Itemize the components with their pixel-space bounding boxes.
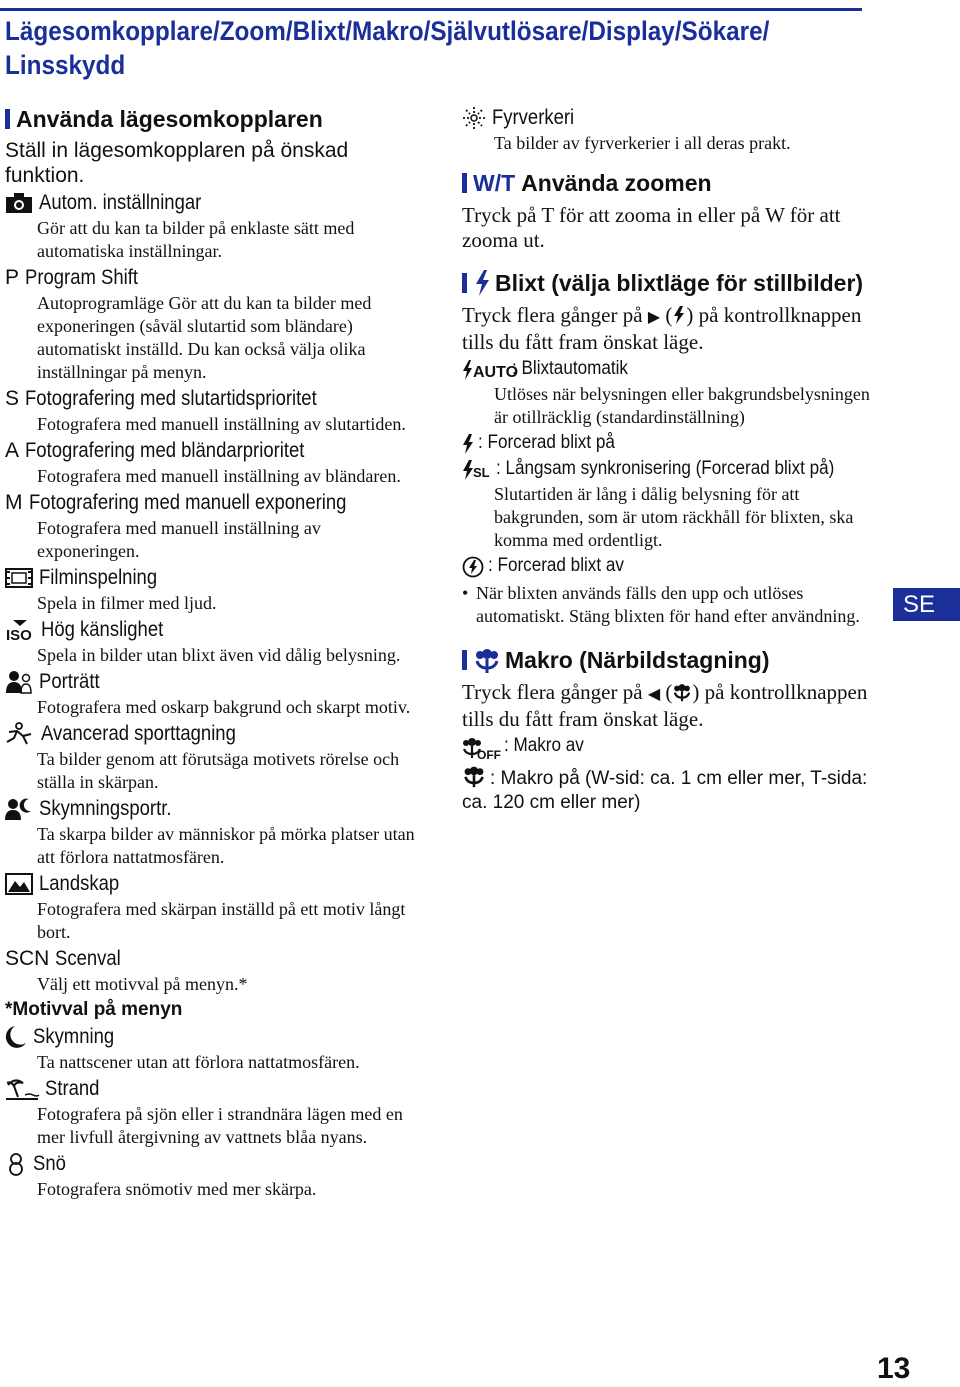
mode-desc: Ta bilder genom att förutsäga motivets rörelse och ställa in skärpan. bbox=[37, 749, 400, 792]
mode-title: Fotografering med manuell exponering bbox=[28, 491, 346, 514]
mode-desc: Välj ett motivval på menyn.* bbox=[37, 974, 248, 994]
mode-desc: Spela in filmer med ljud. bbox=[37, 593, 217, 613]
section-heading-text: Använda zoomen bbox=[521, 170, 712, 196]
heading-bar bbox=[462, 650, 467, 670]
shutter-priority-icon: S bbox=[5, 387, 20, 410]
scene-subheading: *Motivval på menyn bbox=[5, 999, 183, 1020]
mode-title: Avancerad sporttagning bbox=[41, 722, 236, 745]
manual-exposure-icon: M bbox=[5, 491, 23, 514]
camera-icon bbox=[5, 192, 33, 214]
scene-title: Fyrverkeri bbox=[492, 106, 575, 129]
left-arrow-icon: ◀ bbox=[647, 686, 661, 703]
mode-item bbox=[5, 438, 415, 463]
flash-body-before: Tryck flera gånger på bbox=[462, 303, 643, 327]
macro-off-icon bbox=[462, 736, 500, 760]
svg-text:ISO: ISO bbox=[6, 626, 32, 644]
macro-body-after: ) på kontrollknappen tills du fått fram önskat läge. bbox=[462, 680, 868, 731]
mode-item bbox=[5, 386, 415, 411]
scene-item bbox=[5, 1151, 415, 1176]
macro-body: Tryck flera gånger på ◀ ( ) på kontrollknappen tills du fått fram önskat läge. bbox=[462, 680, 868, 731]
mode-item bbox=[5, 796, 415, 821]
macro-heading-icon bbox=[473, 646, 501, 674]
mode-title: Autom. inställningar bbox=[39, 191, 202, 214]
twilight-portrait-icon bbox=[5, 797, 33, 821]
flash-off-icon bbox=[462, 556, 484, 578]
aperture-priority-icon: A bbox=[5, 439, 20, 462]
mode-title: Fotografering med bländarprioritet bbox=[25, 439, 305, 462]
section-heading-mode-switch bbox=[5, 105, 415, 133]
flash-mode-item bbox=[462, 357, 882, 381]
movie-film-icon bbox=[5, 567, 33, 589]
fireworks-icon bbox=[462, 106, 486, 130]
bullet-dot: • bbox=[462, 583, 469, 603]
right-column bbox=[462, 105, 882, 817]
scene-selection-icon: SCN bbox=[5, 947, 50, 970]
beach-icon bbox=[5, 1077, 39, 1101]
mode-title: Scenval bbox=[55, 947, 122, 970]
flash-body-after: ) på kontrollknappen tills du fått fram önskat läge. bbox=[462, 303, 862, 354]
section-heading-flash bbox=[462, 269, 882, 297]
mode-desc: Fotografera med manuell inställning av exponeringen. bbox=[37, 518, 321, 561]
mode-title: Hög känslighet bbox=[41, 618, 164, 641]
scene-desc: Fotografera på sjön eller i strandnära lägen med en mer livfull återgivning av vattnets blåa nyans. bbox=[37, 1104, 403, 1147]
mode-desc: Fotografera med manuell inställning av slutartiden. bbox=[37, 414, 406, 434]
flash-mode-text: : Blixtautomatik bbox=[512, 358, 628, 379]
svg-text:SL: SL bbox=[473, 465, 490, 480]
page-number: 13 bbox=[877, 1352, 911, 1385]
intro-text: Ställ in lägesomkopplaren på önskad funktion. bbox=[5, 139, 349, 187]
scene-desc: Ta nattscener utan att förlora nattatmosfären. bbox=[37, 1052, 360, 1072]
scene-title: Snö bbox=[33, 1152, 66, 1175]
mode-item bbox=[5, 669, 415, 694]
zoom-body: Tryck på T för att zooma in eller på W för att zooma ut. bbox=[462, 203, 841, 252]
mode-desc: Fotografera med skärpan inställd på ett motiv långt bort. bbox=[37, 899, 406, 942]
page-title: Lägesomkopplare/Zoom/Blixt/Makro/Självutlösare/Display/Sökare/ Linsskydd bbox=[5, 16, 770, 80]
mode-item bbox=[5, 871, 415, 896]
scene-title: Skymning bbox=[33, 1025, 115, 1048]
scene-desc: Fotografera snömotiv med mer skärpa. bbox=[37, 1179, 317, 1199]
flash-inline-icon bbox=[672, 305, 686, 325]
section-heading-text: Använda lägesomkopplaren bbox=[16, 106, 323, 132]
flash-body: Tryck flera gånger på ▶ ( ) på kontrollknappen tills du fått fram önskat läge. bbox=[462, 303, 862, 354]
heading-bar bbox=[462, 273, 467, 293]
flash-note bbox=[462, 582, 882, 628]
portrait-icon bbox=[5, 670, 33, 694]
snow-icon bbox=[5, 1152, 27, 1176]
mode-item bbox=[5, 617, 415, 642]
scene-title: Strand bbox=[45, 1077, 100, 1100]
mode-desc: Spela in bilder utan blixt även vid dålig belysning. bbox=[37, 645, 401, 665]
flash-mode-item bbox=[462, 554, 882, 578]
mode-item bbox=[5, 190, 415, 215]
mode-desc: Fotografera med manuell inställning av bländaren. bbox=[37, 466, 401, 486]
mode-item bbox=[5, 565, 415, 590]
flash-mode-text: : Forcerad blixt av bbox=[488, 555, 624, 576]
mode-desc: Autoprogramläge Gör att du kan ta bilder med exponeringen (såväl slutartid som bländare) automatiskt inställd. Du kan också välja olika inställningar på menyn. bbox=[37, 293, 372, 382]
svg-text:AUTO: AUTO bbox=[473, 364, 519, 381]
program-icon: P bbox=[5, 266, 20, 289]
flash-mode-desc: Utlöses när belysningen eller bakgrundsbelysningen är otillräcklig (standardinställning) bbox=[494, 384, 870, 427]
mode-title: Filminspelning bbox=[39, 566, 158, 589]
flash-mode-desc: Slutartiden är lång i dålig belysning för att bakgrunden, som är utom räckhåll för blixten, ska komma med ordentligt. bbox=[494, 484, 854, 550]
high-iso-icon bbox=[5, 618, 35, 642]
flash-note-text: När blixten används fälls den upp och utlöses automatiskt. Stäng blixten för hand efter användning. bbox=[476, 583, 860, 626]
flash-mode-item bbox=[462, 457, 882, 481]
macro-on-icon bbox=[462, 764, 486, 788]
macro-mode-item bbox=[462, 762, 882, 815]
mode-item bbox=[5, 265, 415, 290]
flash-icon bbox=[462, 433, 474, 455]
svg-text:OFF: OFF bbox=[477, 748, 501, 762]
scene-item-fireworks bbox=[462, 105, 882, 130]
scene-item bbox=[5, 1076, 415, 1101]
landscape-icon bbox=[5, 873, 33, 895]
mode-title: Program Shift bbox=[25, 266, 138, 289]
left-column bbox=[5, 105, 415, 1203]
flash-mode-text: : Forcerad blixt på bbox=[478, 432, 615, 453]
mode-item bbox=[5, 946, 415, 971]
mode-title: Landskap bbox=[39, 872, 120, 895]
flash-slow-sync-icon bbox=[462, 459, 492, 481]
heading-bar bbox=[462, 173, 467, 193]
mode-item bbox=[5, 721, 415, 746]
scene-desc: Ta bilder av fyrverkerier i all deras prakt. bbox=[494, 133, 791, 153]
section-heading-text: Makro (Närbildstagning) bbox=[505, 647, 770, 673]
flash-heading-icon bbox=[473, 269, 491, 297]
title-rule bbox=[0, 8, 862, 11]
macro-inline-icon bbox=[672, 682, 692, 702]
mode-item bbox=[5, 490, 415, 515]
macro-mode-text: : Makro på (W-sid: ca. 1 cm eller mer, T-sida: ca. 120 cm eller mer) bbox=[462, 768, 868, 813]
right-arrow-icon: ▶ bbox=[647, 309, 661, 326]
scene-item bbox=[5, 1024, 415, 1049]
flash-mode-item bbox=[462, 431, 882, 455]
flash-auto-icon bbox=[462, 359, 519, 381]
mode-desc: Gör att du kan ta bilder på enklaste sätt med automatiska inställningar. bbox=[37, 218, 355, 261]
section-heading-zoom bbox=[462, 169, 882, 197]
macro-mode-item bbox=[462, 734, 882, 760]
mode-desc: Fotografera med oskarp bakgrund och skarpt motiv. bbox=[37, 697, 411, 717]
mode-title: Skymningsportr. bbox=[39, 797, 172, 820]
macro-mode-text: : Makro av bbox=[504, 735, 584, 756]
zoom-wt-label: W/T bbox=[473, 170, 516, 196]
mode-desc: Ta skarpa bilder av människor på mörka platser utan att förlora nattatmosfären. bbox=[37, 824, 415, 867]
sports-icon bbox=[5, 722, 35, 746]
flash-mode-text: : Långsam synkronisering (Forcerad blixt på) bbox=[496, 458, 835, 479]
section-heading-text: Blixt (välja blixtläge för stillbilder) bbox=[495, 270, 864, 296]
macro-body-before: Tryck flera gånger på bbox=[462, 680, 643, 704]
mode-title: Fotografering med slutartidsprioritet bbox=[25, 387, 317, 410]
mode-title: Porträtt bbox=[39, 670, 100, 693]
section-heading-macro bbox=[462, 646, 882, 674]
language-badge: SE bbox=[893, 588, 960, 621]
heading-bar bbox=[5, 109, 10, 129]
twilight-moon-icon bbox=[5, 1025, 27, 1049]
